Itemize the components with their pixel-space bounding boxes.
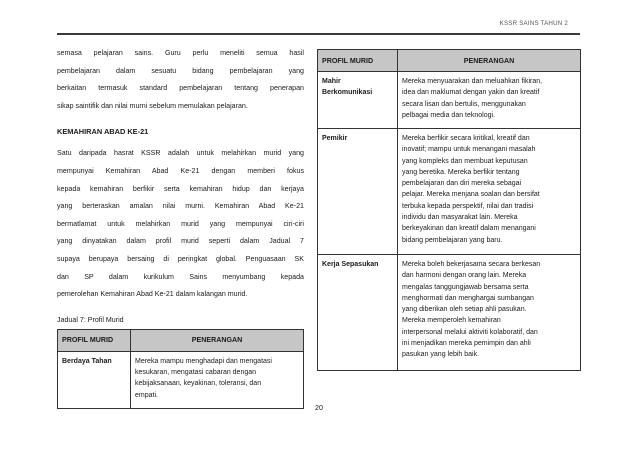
text-line: mempunyai Kemahiran Abad Ke-21 dengan memberi fokus bbox=[57, 166, 304, 175]
text-line: Satu daripada hasrat KSSR adalah untuk melahirkan murid yang bbox=[57, 149, 304, 158]
col-header-description: PENERANGAN bbox=[131, 329, 304, 351]
right-column bbox=[317, 49, 581, 371]
text-line: pembelajaran dan diri mereka sebagai bbox=[402, 180, 522, 188]
profile-label bbox=[318, 255, 398, 371]
text-line: supaya berupaya bersaing di peringkat global. Penguasaan SK bbox=[57, 254, 304, 263]
page-number: 20 bbox=[315, 404, 323, 412]
text-line: sikap saintifik dan nilai murni sebelum memulakan pelajaran. bbox=[57, 101, 248, 110]
label-line: Kerja Sepasukan bbox=[322, 261, 379, 268]
body-paragraph bbox=[57, 145, 304, 303]
section-heading: KEMAHIRAN ABAD KE-21 bbox=[57, 127, 149, 137]
text-line: interpersonal melalui aktiviti kolaboratif, dan bbox=[402, 328, 538, 336]
text-line: kebijaksanaan, keyakinan, toleransi, dan bbox=[135, 380, 262, 388]
table-header-row bbox=[58, 329, 304, 351]
text-line: ini menjadikan mereka pemimpin dan ahli bbox=[402, 340, 531, 348]
text-line: berkeyakinan dan kreatif dalam menangani bbox=[402, 225, 536, 233]
table-row bbox=[318, 129, 581, 255]
profile-label: Berdaya Tahan bbox=[58, 351, 131, 408]
col-header-description: PENERANGAN bbox=[398, 50, 581, 72]
text-line: empati. bbox=[135, 391, 158, 399]
text-line: Mereka mampu menghadapi dan mengatasi bbox=[135, 357, 272, 365]
text-line: bermatlamat untuk melahirkan murid yang mempunyai ciri-ciri bbox=[57, 219, 304, 228]
text-line: kepada kemahiran berfikir serta kemahiran hidup dan kerjaya bbox=[57, 184, 304, 193]
col-header-profile: PROFIL MURID bbox=[318, 50, 398, 72]
label-line: Mahir bbox=[322, 78, 341, 85]
text-line: Mereka berfikir secara kritikal, kreatif dan bbox=[402, 135, 530, 142]
text-line: pemerolehan Kemahiran Abad Ke-21 dalam kalangan murid. bbox=[57, 290, 248, 299]
text-line: Mereka memperoleh kemahiran bbox=[402, 317, 501, 325]
text-line: semasa pelajaran sains. Guru perlu meneliti semua hasil bbox=[57, 49, 304, 57]
text-line: kesukaran, mengatasi cabaran dengan bbox=[135, 369, 257, 377]
table-row bbox=[58, 351, 304, 408]
table-header-row bbox=[318, 50, 581, 72]
text-line: yang berteraskan amalan nilai murni. Kemahiran Abad Ke-21 bbox=[57, 202, 304, 211]
text-line: bidang pembelajaran yang baru. bbox=[402, 236, 503, 244]
text-line: mengalas tanggungjawab bersama serta bbox=[402, 283, 529, 291]
text-line: pembelajaran dalam sesuatu bidang pembelajaran yang bbox=[57, 66, 304, 75]
text-line: individu dan masyarakat lain. Mereka bbox=[402, 214, 518, 222]
text-line: yang kompleks dan membuat keputusan bbox=[402, 157, 528, 165]
text-line: Mereka menyuarakan dan meluahkan fikiran, bbox=[402, 78, 543, 85]
table-row bbox=[318, 255, 581, 371]
table-caption: Jadual 7: Profil Murid bbox=[57, 315, 124, 324]
text-line: Mereka boleh bekerjasama secara berkesan bbox=[402, 261, 541, 268]
header-rule bbox=[57, 33, 580, 35]
text-line: yang beretika. Mereka berfikir tentang bbox=[402, 168, 520, 176]
text-line: terbuka kepada perspektif, nilai dan tradisi bbox=[402, 202, 534, 210]
profile-description bbox=[398, 255, 581, 371]
label-line: Pemikir bbox=[322, 135, 348, 142]
text-line: pelajar. Mereka menjana soalan dan bersifat bbox=[402, 191, 540, 199]
intro-paragraph bbox=[57, 45, 304, 115]
text-line: idea dan maklumat dengan yakin dan kreatif bbox=[402, 89, 540, 97]
text-line: menghormati dan menghargai sumbangan bbox=[402, 294, 534, 302]
table-row bbox=[318, 72, 581, 129]
text-line: pelbagai media dan teknologi. bbox=[402, 111, 496, 119]
text-line: yang diberikan oleh setiap ahli pasukan. bbox=[402, 306, 527, 314]
profile-description bbox=[398, 72, 581, 129]
profile-table-left bbox=[57, 329, 304, 409]
text-line: berkaitan termasuk standard pembelajaran tentang penerapan bbox=[57, 84, 304, 93]
profile-label bbox=[318, 129, 398, 255]
left-column bbox=[57, 45, 304, 409]
label-line: Berkomunikasi bbox=[322, 89, 373, 97]
text-line: pasukan yang lebih baik. bbox=[402, 351, 480, 359]
text-line: dan harmoni dengan orang lain. Mereka bbox=[402, 272, 527, 280]
profile-description bbox=[398, 129, 581, 255]
col-header-profile: PROFIL MURID bbox=[58, 329, 131, 351]
profile-label bbox=[318, 72, 398, 129]
text-line: secara lisan dan bertulis, menggunakan bbox=[402, 100, 526, 108]
profile-description bbox=[131, 351, 304, 408]
text-line: yang dinyatakan dalam profil murid seperti dalam Jadual 7 bbox=[57, 237, 304, 246]
running-header: KSSR SAINS TAHUN 2 bbox=[499, 20, 568, 27]
profile-table-right bbox=[317, 49, 581, 371]
text-line: inovatif; mampu untuk menangani masalah bbox=[402, 146, 536, 154]
text-line: dan SP dalam kurikulum Sains menyumbang kepada bbox=[57, 272, 304, 281]
